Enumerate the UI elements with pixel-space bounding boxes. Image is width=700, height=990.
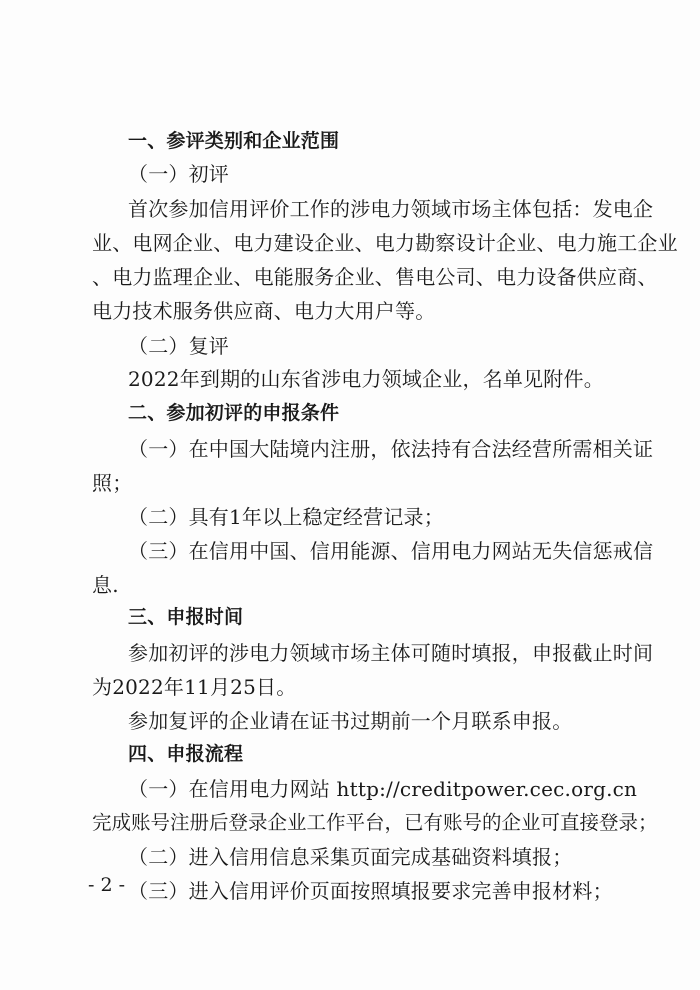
paragraph-line: 首次参加信用评价工作的涉电力领域市场主体包括：发电企 — [128, 197, 654, 221]
paragraph-line: 、电力监理企业、电能服务企业、售电公司、电力设备供应商、 — [92, 265, 658, 289]
paragraph-line: （二）具有1年以上稳定经营记录； — [128, 505, 444, 529]
subsection-heading: （一）初评 — [128, 162, 229, 186]
paragraph-line: （一）在中国大陆境内注册，依法持有合法经营所需相关证 — [128, 437, 654, 461]
paragraph-line: 参加初评的涉电力领域市场主体可随时填报，申报截止时间 — [128, 641, 654, 665]
section-heading-2: 二、参加初评的申报条件 — [128, 402, 340, 424]
section-heading-4: 四、申报流程 — [128, 743, 244, 765]
paragraph-line: （三）在信用中国、信用能源、信用电力网站无失信惩戒信 — [128, 539, 654, 563]
paragraph-line: 息. — [92, 573, 119, 597]
section-heading-1: 一、参评类别和企业范围 — [128, 130, 340, 152]
paragraph-line: 参加复评的企业请在证书过期前一个月联系申报。 — [128, 709, 573, 733]
paragraph-line: （二）进入信用信息采集页面完成基础资料填报； — [128, 845, 573, 869]
subsection-heading: （二）复评 — [128, 334, 229, 358]
paragraph-line: 2022年到期的山东省涉电力领域企业，名单见附件。 — [128, 367, 604, 391]
section-heading-3: 三、申报时间 — [128, 606, 244, 628]
page-number: - 2 - — [88, 874, 126, 896]
paragraph-line: 业、电网企业、电力建设企业、电力勘察设计企业、电力施工企业 — [92, 231, 678, 255]
paragraph-line: 完成账号注册后登录企业工作平台，已有账号的企业可直接登录； — [92, 811, 658, 834]
paragraph-line: （三）进入信用评价页面按照填报要求完善申报材料； — [128, 879, 613, 903]
paragraph-line-with-url: （一）在信用电力网站 http://creditpower.cec.org.cn — [128, 777, 638, 801]
paragraph-line: 照； — [92, 471, 133, 495]
paragraph-line: 为2022年11月25日。 — [92, 675, 297, 699]
paragraph-line: 电力技术服务供应商、电力大用户等。 — [92, 299, 436, 323]
